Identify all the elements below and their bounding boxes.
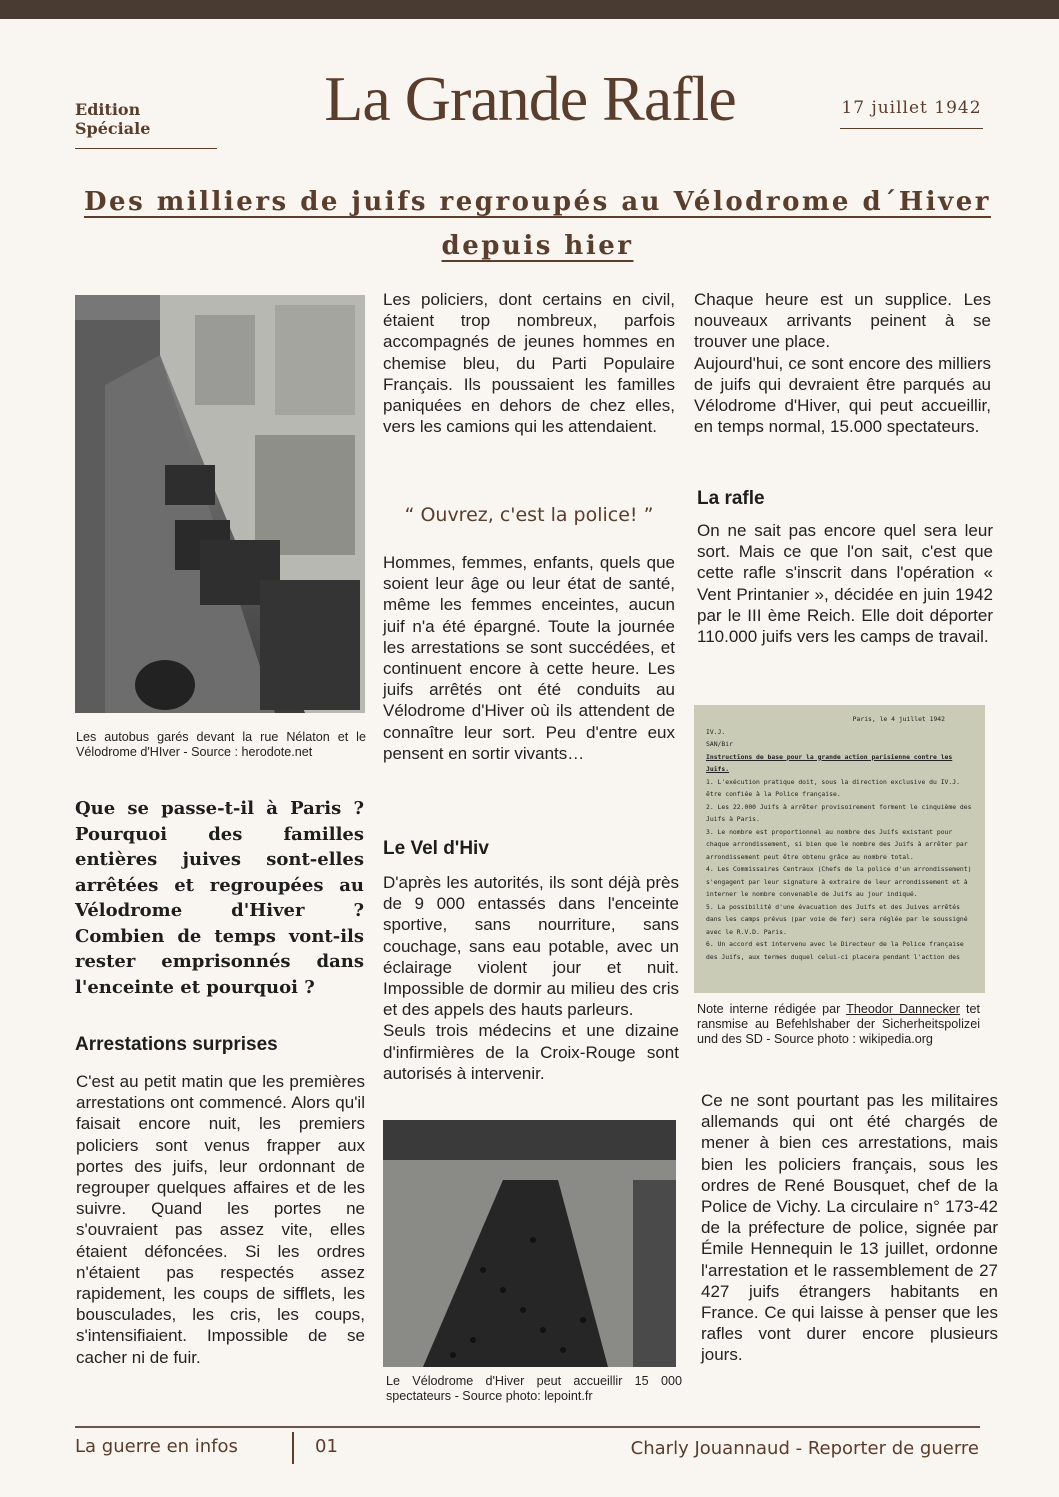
caption-link-dannecker[interactable]: Theodor Dannecker (846, 1002, 960, 1016)
edition-label: Edition Spéciale (75, 100, 217, 149)
document-caption (697, 1002, 980, 1047)
paragraph: D'après les autorités, ils sont déjà près de 9 000 entassés dans l'enceinte sportive, sans nourriture, sans couchage, sans eau potable, avec un éclairage violent jour et nuit. Impossible de dormir au milieu des cris et des appels des hauts parleurs. (383, 873, 679, 1020)
paragraph: Les policiers, dont certains en civil, étaient trop nombreux, parfois accompagnés de jeunes hommes en chemise bleu, du Parti Populaire Français. Ils poussaient les familles paniquées en dehors de chez elles, vers les camions qui les attendaient. (383, 290, 675, 437)
col3-intro (694, 289, 991, 437)
footer-divider (75, 1426, 980, 1428)
masthead-title: La Grande Rafle (324, 63, 736, 134)
document-item: 5. La possibilité d'une évacuation des Juifs et des Juives arrêtés dans les camps prévus (par voie de fer) sera réglée par le soussigné avec le R.V.D. Paris. (706, 902, 968, 936)
section-title-arrestations: Arrestations surprises (75, 1034, 278, 1055)
paragraph: Ce ne sont pourtant pas les militaires allemands qui ont été chargés de mener à bien ces arrestations, mais bien les policiers français, sous les ordres de René Bousquet, chef de la Police de Vichy. La circulaire n° 173-42 de la préfecture de police, signée par Émile Hennequin le 13 juillet, ordonne l'arrestation et le rassemblement de 27 427 juifs étrangers habitants en France. Ce qui laisse à penser que les rafles vont durer encore plusieurs jours. (701, 1091, 998, 1365)
page-number: 01 (315, 1436, 338, 1457)
photo-caption-velodrome: Le Vélodrome d'Hiver peut accueillir 15 000 spectateurs - Source photo: lepoint.fr (386, 1374, 682, 1403)
col2-section-text (383, 872, 679, 1084)
document-subject: Instructions de base pour la grande action parisienne contre les Juifs. (706, 752, 953, 773)
document-item: 1. L'exécution pratique doit, sous la direction exclusive du IV.J. être confiée à la Police française. (706, 777, 960, 798)
document-ref: SAN/Bir (706, 740, 733, 748)
top-bar (0, 0, 1059, 19)
document-date-line: Paris, le 4 juillet 1942 (852, 715, 945, 723)
footer-separator (292, 1432, 294, 1464)
photo-autobus-street (75, 295, 365, 713)
main-headline: Des milliers de juifs regroupés au Vélodrome d´Hiver depuis hier (84, 187, 991, 261)
paragraph: Aujourd'hui, ce sont encore des milliers de juifs qui devraient être parqués au Vélodrome d'Hiver, qui peut accueillir, en temps normal, 15.000 spectateurs. (694, 353, 991, 437)
document-item: 2. Les 22.000 Juifs à arrêter provisoirement forment le cinquième des Juifs à Paris. (706, 802, 972, 823)
footer-author: Charly Jouannaud - Reporter de guerre (630, 1438, 979, 1459)
issue-date: 17 juillet 1942 (840, 98, 983, 129)
caption-prefix: Note interne rédigée par (697, 1002, 847, 1016)
document-ref: IV.J. (706, 727, 726, 736)
paragraph: C'est au petit matin que les premières arrestations ont commencé. Alors qu'il faisait encore nuit, les premiers policiers sont venus frapper aux portes des juifs, leur ordonnant de regrouper quelques affaires et de les suivre. Quand les portes ne s'ouvraient pas assez vite, elles étaient défoncées. Si les ordres n'étaient pas respectés assez rapidement, les coups de sifflets, les bousculades, les cris, les coups, s'intensifiaient. Impossible de se cacher ni de fuir. (76, 1072, 365, 1367)
section-title-la-rafle: La rafle (697, 488, 765, 509)
paragraph: Hommes, femmes, enfants, quels que soient leur âge ou leur état de santé, même les femmes enceintes, aucun juif n'a été épargné. Toute la journée les arrestations se sont succédées, et continuent encore à cette heure. Les juifs arrêtés ont été conduits au Vélodrome d'Hiver où ils attendent de connaître leur sort. Peu d'entre eux pensent en sortir vivants… (383, 553, 675, 763)
caption-suffix: tet ransmise au Befehlshaber der Sicherheitspolizei und des SD - Source photo : wikipedia.org (697, 1002, 980, 1046)
col2-intro (383, 289, 675, 437)
photo-caption-autobus: Les autobus garés devant la rue Nélaton et le Vélodrome d'HIver - Source : herodote.net (76, 730, 366, 759)
paragraph: Seuls trois médecins et une dizaine d'infirmières de la Croix-Rouge sont autorisés à intervenir. (383, 1021, 679, 1083)
col3-section-text (697, 520, 993, 647)
footer-section-name: La guerre en infos (75, 1436, 238, 1457)
lead-questions: Que se passe-t-il à Paris ? Pourquoi des familles entières juives sont-elles arrêtées et regroupées au Vélodrome d'Hiver ? Combien de temps vont-ils rester emprisonnés dans l'enceinte et pourquoi ? (75, 798, 364, 998)
section-title-vel-dhiv: Le Vel d'Hiv (383, 838, 489, 859)
document-item: 4. Les Commissaires Centraux (Chefs de la police d'un arrondissement) s'engagent par leur signature à extraire de leur arrondissement et à interner le nombre convenable de Juifs au jour indiqué. (706, 865, 972, 898)
pull-quote: “ Ouvrez, c'est la police! ” (404, 504, 654, 526)
col2-quote-text (383, 552, 675, 764)
paragraph: Chaque heure est un supplice. Les nouveaux arrivants peinent à se trouver une place. (694, 290, 991, 352)
paragraph: On ne sait pas encore quel sera leur sort. Mais ce que l'on sait, c'est que cette rafle s'inscrit dans l'opération « Vent Printanier », décidée en juin 1942 par le III ème Reich. Elle doit déporter 110.000 juifs vers les camps de travail. (697, 521, 993, 647)
document-image (694, 705, 985, 993)
section-text-arrestations (76, 1071, 365, 1368)
photo-velodrome-crowd (383, 1120, 676, 1367)
col3-final-text (701, 1090, 998, 1366)
document-item: 6. Un accord est intervenu avec le Directeur de la Police française des Juifs, aux termes duquel celui-ci placera pendant l'action des (706, 940, 964, 961)
document-item: 3. Le nombre est proportionnel au nombre des Juifs existant pour chaque arrondissement, si bien que le nombre des Juifs à arrêter par arrondissement peut être obtenu grâce au nombre total. (706, 827, 968, 861)
